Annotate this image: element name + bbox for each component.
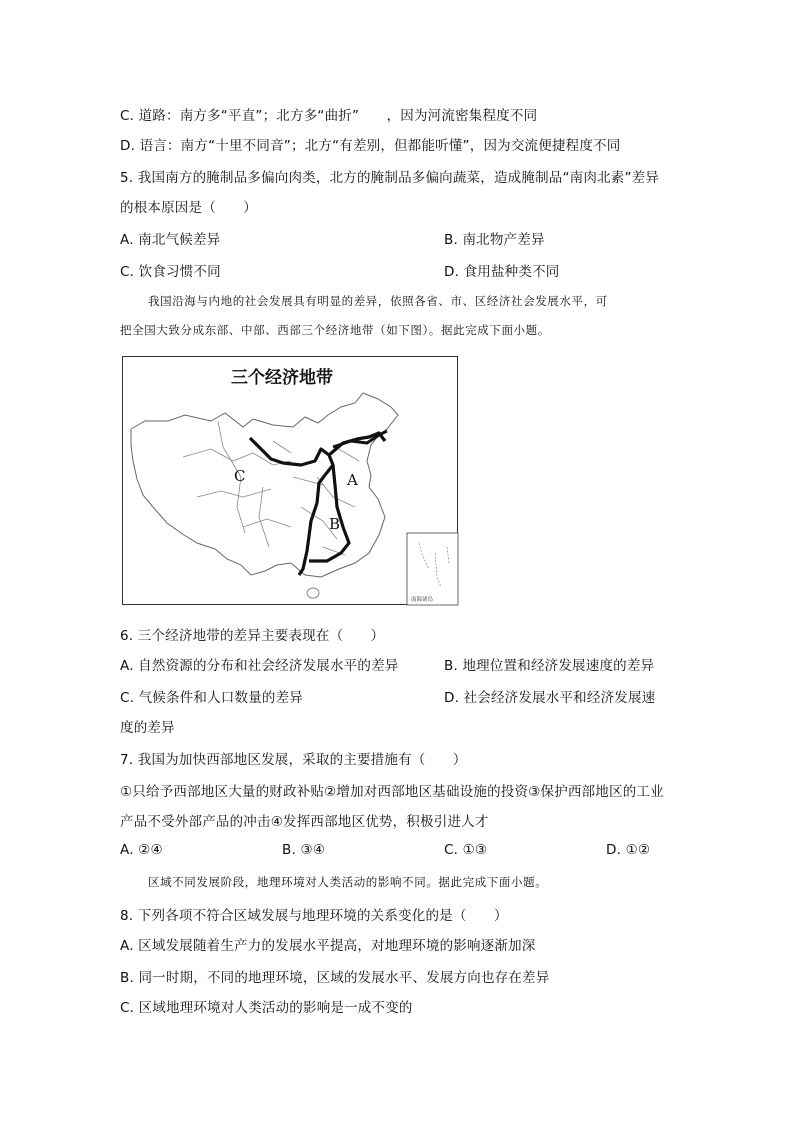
intro-development-stages: 区域不同发展阶段，地理环境对人类活动的影响不同。据此完成下面小题。	[148, 875, 548, 889]
intro-economic-zones-cont: 把全国大致分成东部、中部、西部三个经济地带（如下图）。据此完成下面小题。	[120, 323, 550, 337]
zone-label-b: B	[329, 515, 341, 533]
q8-option-a: A. 区域发展随着生产力的发展水平提高，对地理环境的影响逐渐加深	[120, 938, 536, 954]
hainan-island	[307, 588, 319, 598]
q5-option-c: C. 饮食习惯不同	[120, 264, 221, 280]
china-outline	[131, 393, 398, 577]
china-map-figure	[123, 357, 459, 606]
province-borders	[183, 421, 359, 555]
option-d-language: D. 语言：南方“十里不同音”；北方“有差别，但都能听懂”，因为交流便捷程度不同	[120, 138, 621, 154]
economic-zones-map	[122, 356, 458, 605]
question-5-stem-cont: 的根本原因是（ ）	[120, 200, 257, 216]
q5-option-d: D. 食用盐种类不同	[444, 264, 560, 280]
inset-caption: 南海诸岛	[411, 597, 434, 603]
q7-option-b: B. ③④	[282, 842, 326, 858]
question-7-stem: 7. 我国为加快西部地区发展，采取的主要措施有（ ）	[120, 752, 467, 768]
q6-option-d: D. 社会经济发展水平和经济发展速	[444, 690, 656, 706]
q7-option-d: D. ①②	[606, 842, 651, 858]
q6-option-c: C. 气候条件和人口数量的差异	[120, 690, 304, 706]
q6-option-b: B. 地理位置和经济发展速度的差异	[444, 658, 655, 674]
q5-option-a: A. 南北气候差异	[120, 232, 221, 248]
q6-option-d-cont: 度的差异	[120, 720, 175, 736]
q7-option-a: A. ②④	[120, 842, 163, 858]
question-6-stem: 6. 三个经济地带的差异主要表现在（ ）	[120, 628, 385, 644]
zone-label-c: C	[234, 467, 246, 485]
q8-option-c: C. 区域地理环境对人类活动的影响是一成不变的	[120, 1000, 413, 1016]
map-title: 三个经济地带	[231, 368, 333, 388]
q5-option-b: B. 南北物产差异	[444, 232, 545, 248]
question-8-stem: 8. 下列各项不符合区域发展与地理环境的关系变化的是（ ）	[120, 908, 508, 924]
q7-statements-cont: 产品不受外部产品的冲击④发挥西部地区优势，积极引进人才	[120, 814, 489, 830]
option-c-roads: C. 道路：南方多“平直”；北方多“曲折” ，因为河流密集程度不同	[120, 108, 538, 124]
q7-statements: ①只给予西部地区大量的财政补贴②增加对西部地区基础设施的投资③保护西部地区的工业	[120, 784, 664, 800]
q7-option-c: C. ①③	[444, 842, 488, 858]
zone-label-a: A	[347, 471, 358, 489]
q8-option-b: B. 同一时期，不同的地理环境，区域的发展水平、发展方向也存在差异	[120, 970, 550, 986]
intro-economic-zones: 我国沿海与内地的社会发展具有明显的差异，依照各省、市、区经济社会发展水平，可	[148, 294, 608, 308]
q6-option-a: A. 自然资源的分布和社会经济发展水平的差异	[120, 658, 399, 674]
question-5-stem: 5. 我国南方的腌制品多偏向肉类，北方的腌制品多偏向蔬菜，造成腌制品“南肉北素”差异	[120, 170, 660, 186]
south-sea-inset	[407, 533, 458, 605]
